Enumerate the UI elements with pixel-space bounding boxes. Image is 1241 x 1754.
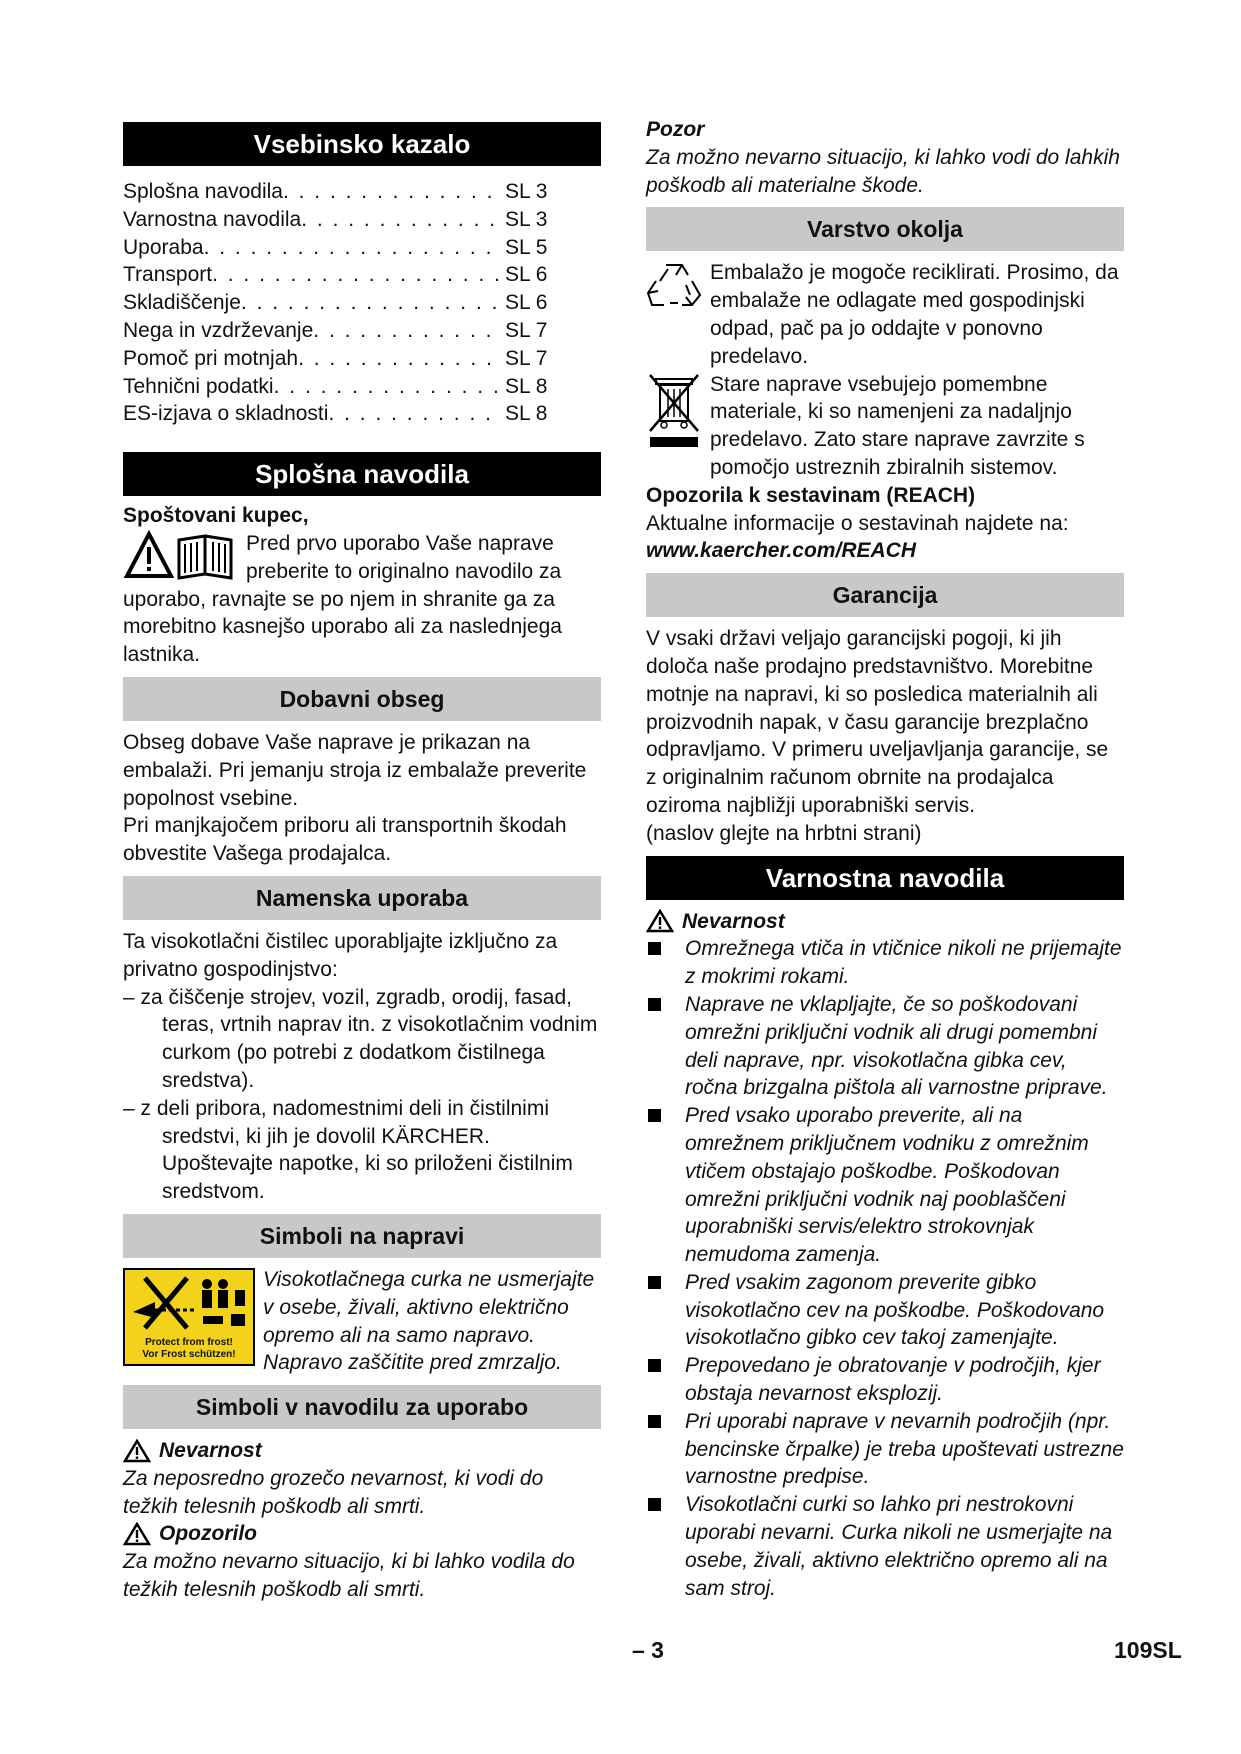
frost-label: Protect from frost! Vor Frost schützen! [142, 1336, 236, 1360]
weee-text: Stare naprave vsebujejo pomembne materiale, ki so namenjeni za nadaljnjo predelavo. Zato stare naprave zavrzite s pomočjo ustreznih zbiralnih sistemov. [710, 372, 1085, 479]
bullet-square-icon [648, 998, 661, 1011]
greeting: Spoštovani kupec, [123, 504, 309, 528]
device-symbols-heading: Simboli na napravi [123, 1214, 601, 1258]
intended-use-heading: Namenska uporaba [123, 876, 601, 920]
warning-icon [646, 909, 674, 933]
bullet-square-icon [648, 1415, 661, 1428]
warning-heading: Opozorilo [123, 1520, 601, 1548]
intended-use-item: – z deli pribora, nadomestnimi deli in čistilnimi sredstvi, ki jih je dovolil KÄRCHER. Upoštevajte napotke, ki so priloženi čistilnim sredstvom. [123, 1096, 573, 1204]
read-manual-icon [123, 530, 238, 582]
delivery-text-1: Obseg dobave Vaše naprave je prikazan na embalaži. Pri jemanju stroja iz embalaže preverite popolnost vsebine. [123, 730, 587, 810]
caution-label: Pozor [646, 118, 705, 141]
safety-item: Pred vsako uporabo preverite, ali na omrežnem priključnem vodniku z omrežnim vtičem obstajajo poškodbe. Poškodovan omrežni priključni vodnik naj pooblaščeni uporabniški servis/elektro strokovnjak nemudoma zamenja. [646, 1102, 1124, 1269]
toc-entry[interactable]: Varnostna navodila . . . SL 3 [123, 206, 553, 234]
warning-text: Za možno nevarno situacijo, ki bi lahko vodila do težkih telesnih poškodb ali smrti. [123, 1550, 575, 1602]
crossed-bin-icon [646, 371, 710, 482]
bullet-square-icon [648, 1109, 661, 1122]
environment-heading: Varstvo okolja [646, 207, 1124, 251]
recycle-text: Embalažo je mogoče reciklirati. Prosimo, da embalaže ne odlagate med gospodinjski odpad, pač pa jo oddajte v ponovno predelavo. [710, 261, 1119, 368]
delivery-text-2: Pri manjkajočem priboru ali transportnih škodah obvestite Vašega prodajalca. [123, 814, 567, 866]
manual-symbols-heading: Simboli v navodilu za uporabo [123, 1385, 601, 1429]
warranty-heading: Garancija [646, 573, 1124, 617]
intended-use-item: – za čiščenje strojev, vozil, zgradb, orodij, fasad, teras, vrtnih naprav itn. z visokotlačnim vodnim curkom (po potrebi z dodatkom čistilnega sredstva). [123, 985, 598, 1092]
page-number: – 3 [632, 1637, 664, 1663]
page-code: 109SL [1114, 1637, 1182, 1663]
toc-entry[interactable]: Transport . . . SL 6 [123, 261, 553, 289]
delivery-heading: Dobavni obseg [123, 677, 601, 721]
danger-text: Za neposredno grozečo nevarnost, ki vodi do težkih telesnih poškodb ali smrti. [123, 1466, 544, 1518]
warranty-note: (naslov glejte na hrbtni strani) [646, 821, 922, 845]
toc-entry[interactable]: Uporaba . . . SL 5 [123, 234, 553, 262]
toc-entry[interactable]: Nega in vzdrževanje . . . SL 7 [123, 317, 553, 345]
bullet-square-icon [648, 942, 661, 955]
safety-item: Prepovedano je obratovanje v področjih, kjer obstaja nevarnost eksplozij. [646, 1352, 1124, 1408]
toc-entry[interactable]: Pomoč pri motnjah . . . SL 7 [123, 345, 553, 373]
device-symbol-text: Visokotlačnega curka ne usmerjajte v osebe, živali, aktivno električno opremo ali na samo napravo. Napravo zaščitite pred zmrzaljo. [263, 1267, 595, 1375]
recycle-block [646, 259, 1124, 370]
toc-heading: Vsebinsko kazalo [123, 122, 601, 166]
no-spray-frost-label-icon [123, 1268, 255, 1366]
safety-heading: Varnostna navodila [646, 856, 1124, 900]
reach-text: Aktualne informacije o sestavinah najdete na: [646, 511, 1069, 535]
toc-entry[interactable]: ES-izjava o skladnosti . . . SL 8 [123, 400, 553, 428]
intended-use-intro: Ta visokotlačni čistilec uporabljajte izključno za privatno gospodinjstvo: [123, 929, 558, 981]
intro-block [123, 530, 601, 669]
caution-text: Za možno nevarno situacijo, ki lahko vodi do lahkih poškodb ali materialne škode. [646, 145, 1120, 197]
bullet-square-icon [648, 1359, 661, 1372]
device-symbol-block [123, 1266, 601, 1377]
right-column [646, 116, 1124, 1602]
safety-item: Visokotlačni curki so lahko pri nestrokovni uporabi nevarni. Curka nikoli ne usmerjajte na osebe, živali, aktivno električno opremo ali na sam stroj. [646, 1491, 1124, 1602]
left-column [123, 118, 601, 1604]
toc-list [123, 178, 601, 428]
toc-entry[interactable]: Skladiščenje . . . SL 6 [123, 289, 553, 317]
reach-heading: Opozorila k sestavinam (REACH) [646, 483, 976, 507]
warranty-text: V vsaki državi veljajo garancijski pogoji, ki jih določa naše prodajno predstavništvo. Morebitne motnje na napravi, ki so posledica materialnih ali proizvodnih napak, v času garancije brezplačno odpravljamo. V primeru uveljavljanja garancije, se z originalnim računom obrnite na prodajalca oziroma najbližji uporabniški servis. [646, 627, 1109, 817]
reach-link[interactable]: www.kaercher.com/REACH [646, 539, 916, 563]
safety-item: Pri uporabi naprave v nevarnih področjih (npr. bencinske črpalke) je treba upoštevati ustrezne varnostne predpise. [646, 1408, 1124, 1491]
warning-icon [123, 1522, 151, 1546]
bullet-square-icon [648, 1276, 661, 1289]
safety-item: Omrežnega vtiča in vtičnice nikoli ne prijemajte z mokrimi rokami. [646, 935, 1124, 991]
safety-item: Naprave ne vklapljajte, če so poškodovani omrežni priključni vodnik ali drugi pomembni deli naprave, npr. visokotlačna gibka cev, ročna brizgalna pištola ali varnostne priprave. [646, 991, 1124, 1102]
toc-entry[interactable]: Tehnični podatki . . . SL 8 [123, 373, 553, 401]
recycle-icon [646, 259, 710, 370]
weee-block [646, 371, 1124, 482]
safety-item: Pred vsakim zagonom preverite gibko visokotlačno cev na poškodbe. Poškodovano visokotlačno gibko cev takoj zamenjajte. [646, 1269, 1124, 1352]
toc-entry[interactable]: Splošna navodila . . . SL 3 [123, 178, 553, 206]
bullet-square-icon [648, 1498, 661, 1511]
safety-danger-heading: Nevarnost [646, 908, 1124, 936]
danger-heading: Nevarnost [123, 1437, 601, 1465]
intro-text: Pred prvo uporabo Vaše naprave preberite to originalno navodilo za uporabo, ravnajte se po njem in shranite ga za morebitno kasnejšo uporabo ali za naslednjega lastnika. [123, 531, 562, 667]
warning-icon [123, 1439, 151, 1463]
general-heading: Splošna navodila [123, 452, 601, 496]
